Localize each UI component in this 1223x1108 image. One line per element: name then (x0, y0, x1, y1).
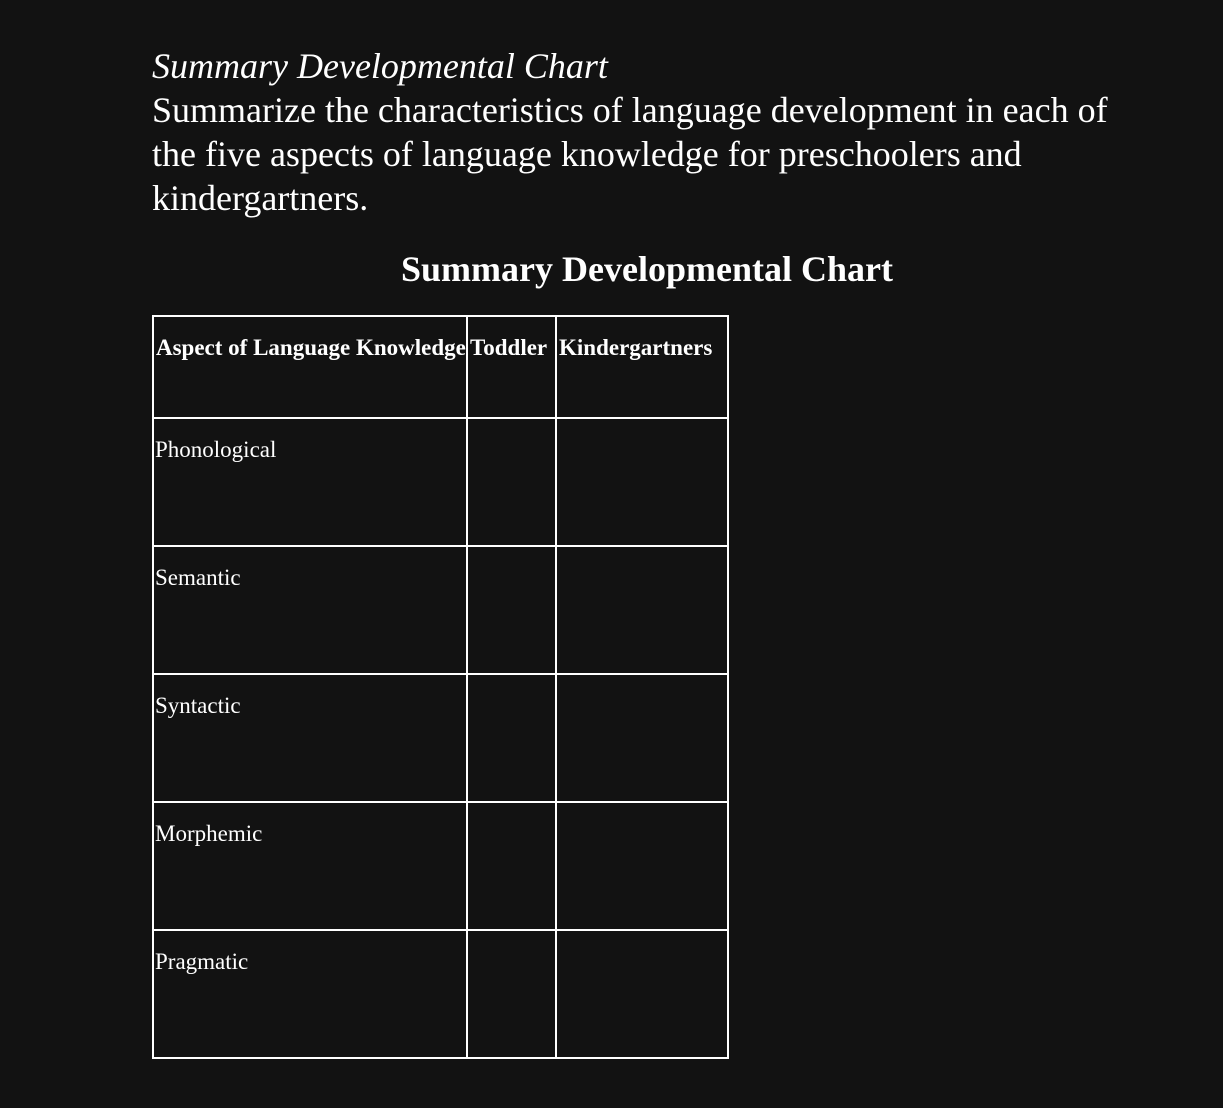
table-row (153, 418, 728, 546)
table-row (153, 930, 728, 1058)
document-subtitle: Summary Developmental Chart (152, 46, 608, 86)
kindergartners-cell (556, 418, 728, 546)
table-row (153, 802, 728, 930)
kindergartners-cell (556, 674, 728, 802)
chart-title: Summary Developmental Chart (401, 249, 893, 289)
header-aspect: Aspect of Language Knowledge (153, 316, 467, 418)
kindergartners-cell (556, 546, 728, 674)
row-aspect-label: Semantic (153, 546, 467, 674)
table-row (153, 674, 728, 802)
row-aspect-label: Morphemic (153, 802, 467, 930)
row-aspect-label: Syntactic (153, 674, 467, 802)
kindergartners-cell (556, 930, 728, 1058)
kindergartners-cell (556, 802, 728, 930)
toddler-cell (467, 674, 556, 802)
toddler-cell (467, 418, 556, 546)
toddler-cell (467, 930, 556, 1058)
table-row (153, 546, 728, 674)
toddler-cell (467, 546, 556, 674)
row-aspect-label: Phonological (153, 418, 467, 546)
toddler-cell (467, 802, 556, 930)
row-aspect-label: Pragmatic (153, 930, 467, 1058)
table-header-row (153, 316, 728, 418)
developmental-chart-table (152, 315, 729, 1059)
header-kindergartners: Kindergartners (556, 316, 728, 418)
document-header (152, 44, 1152, 220)
header-toddler: Toddler (467, 316, 556, 418)
document-instructions: Summarize the characteristics of language development in each of the five aspects of language knowledge for preschoolers and kindergartners. (152, 90, 1108, 218)
